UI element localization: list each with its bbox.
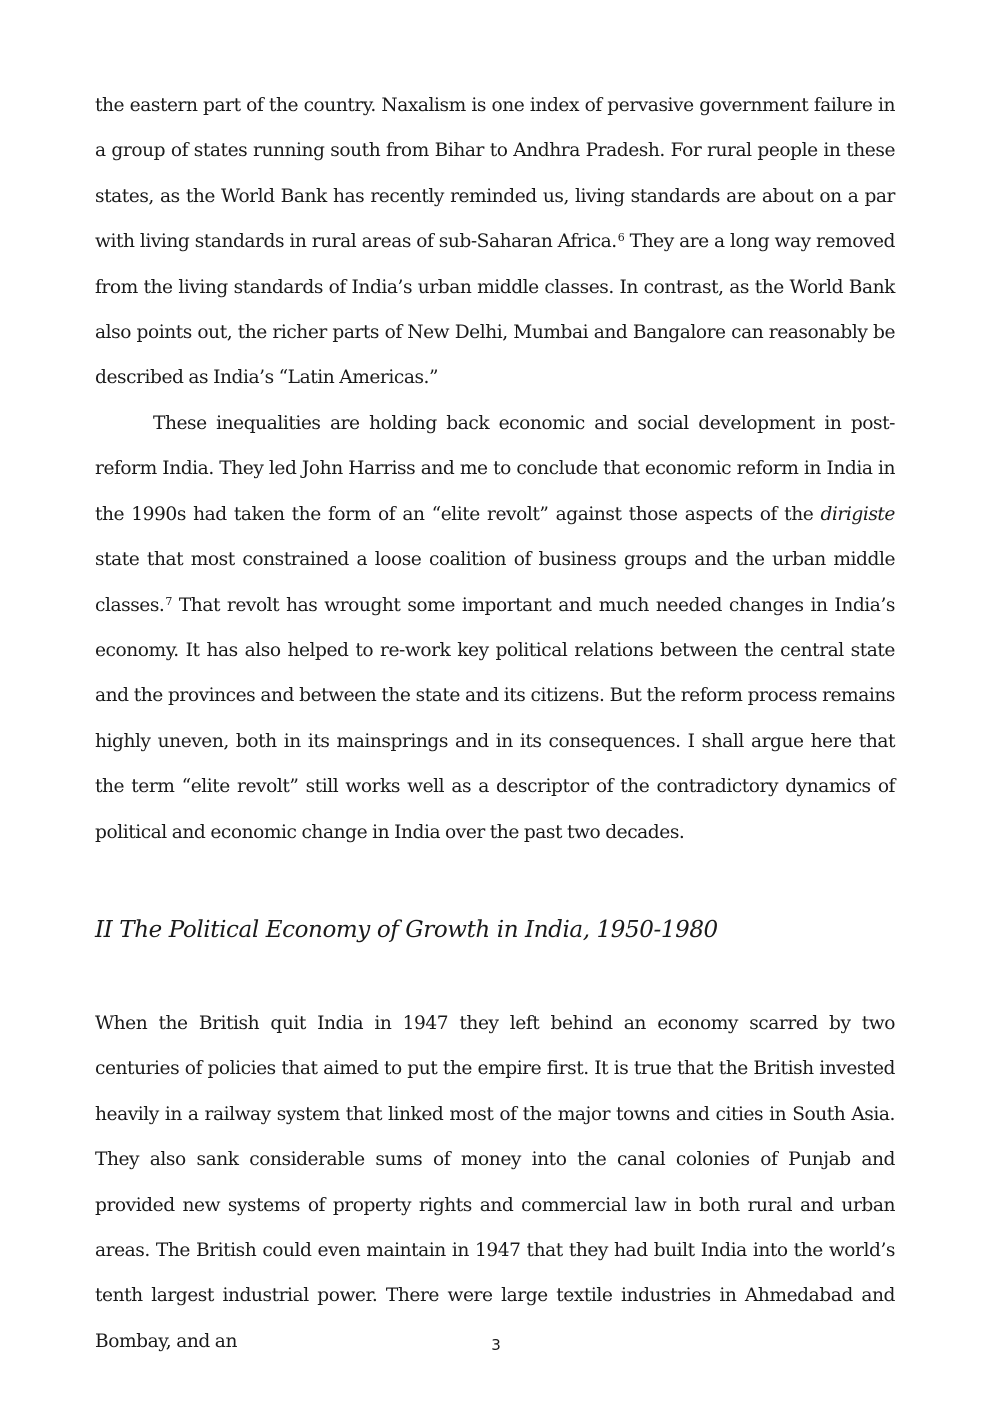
paragraph-3-text: When the British quit India in 1947 they left behind an economy scarred by two centuries of policies that aimed to put the empire first. It is true that the British invested heavily in a railway system that linked most of the major towns and cities in South Asia. They also sank considerable sums of money into the canal colonies of Punjab and provided new systems of property rights and commercial law in both rural and urban areas. The British could even maintain in 1947 that they had built India into the world’s tenth largest industrial power. There were large textile industries in Ahmedabad and Bombay, and an	[95, 1013, 895, 1352]
paragraph-2-text-c: That revolt has wrought some important and much needed changes in India’s economy. It has also helped to re-work key political relations between the central state and the provinces and between the state and its citizens. But the reform process remains highly uneven, both in its mainsprings and in its consequences. I shall argue here that the term “elite revolt” still works well as a descriptor of the contradictory dynamics of political and economic change in India over the past two decades.	[95, 594, 895, 843]
paragraph-3	[95, 1001, 895, 1364]
paragraph-1-text-b: They are a long way removed from the living standards of India’s urban middle classes. In contrast, as the World Bank also points out, the richer parts of New Delhi, Mumbai and Bangalore can reasonably be described as India’s “Latin Americas.”	[95, 231, 896, 389]
paragraph-2	[95, 401, 895, 855]
paragraph-1-text-a: the eastern part of the country. Naxalism is one index of pervasive government failure in a group of states running south from Bihar to Andhra Pradesh. For rural people in these states, as the World Bank has recently reminded us, living standards are about on a par with living standards in rural areas of sub-Saharan Africa.	[95, 95, 895, 253]
paragraph-1	[95, 83, 895, 401]
paragraph-2-text-a: These inequalities are holding back economic and social development in post-reform India. They led John Harriss and me to conclude that economic reform in India in the 1990s had taken the form of an “elite revolt” against those aspects of the	[95, 413, 895, 525]
section-heading: II The Political Economy of Growth in India, 1950-1980	[95, 917, 718, 943]
paragraph-2-italic-term: dirigiste	[820, 503, 895, 525]
page-number: 3	[491, 1336, 501, 1354]
paragraph-2-text-b: state that most constrained a loose coalition of business groups and the urban middle classes.	[95, 549, 895, 616]
footnote-marker-6: 6	[617, 231, 625, 245]
footnote-marker-7: 7	[165, 594, 172, 608]
